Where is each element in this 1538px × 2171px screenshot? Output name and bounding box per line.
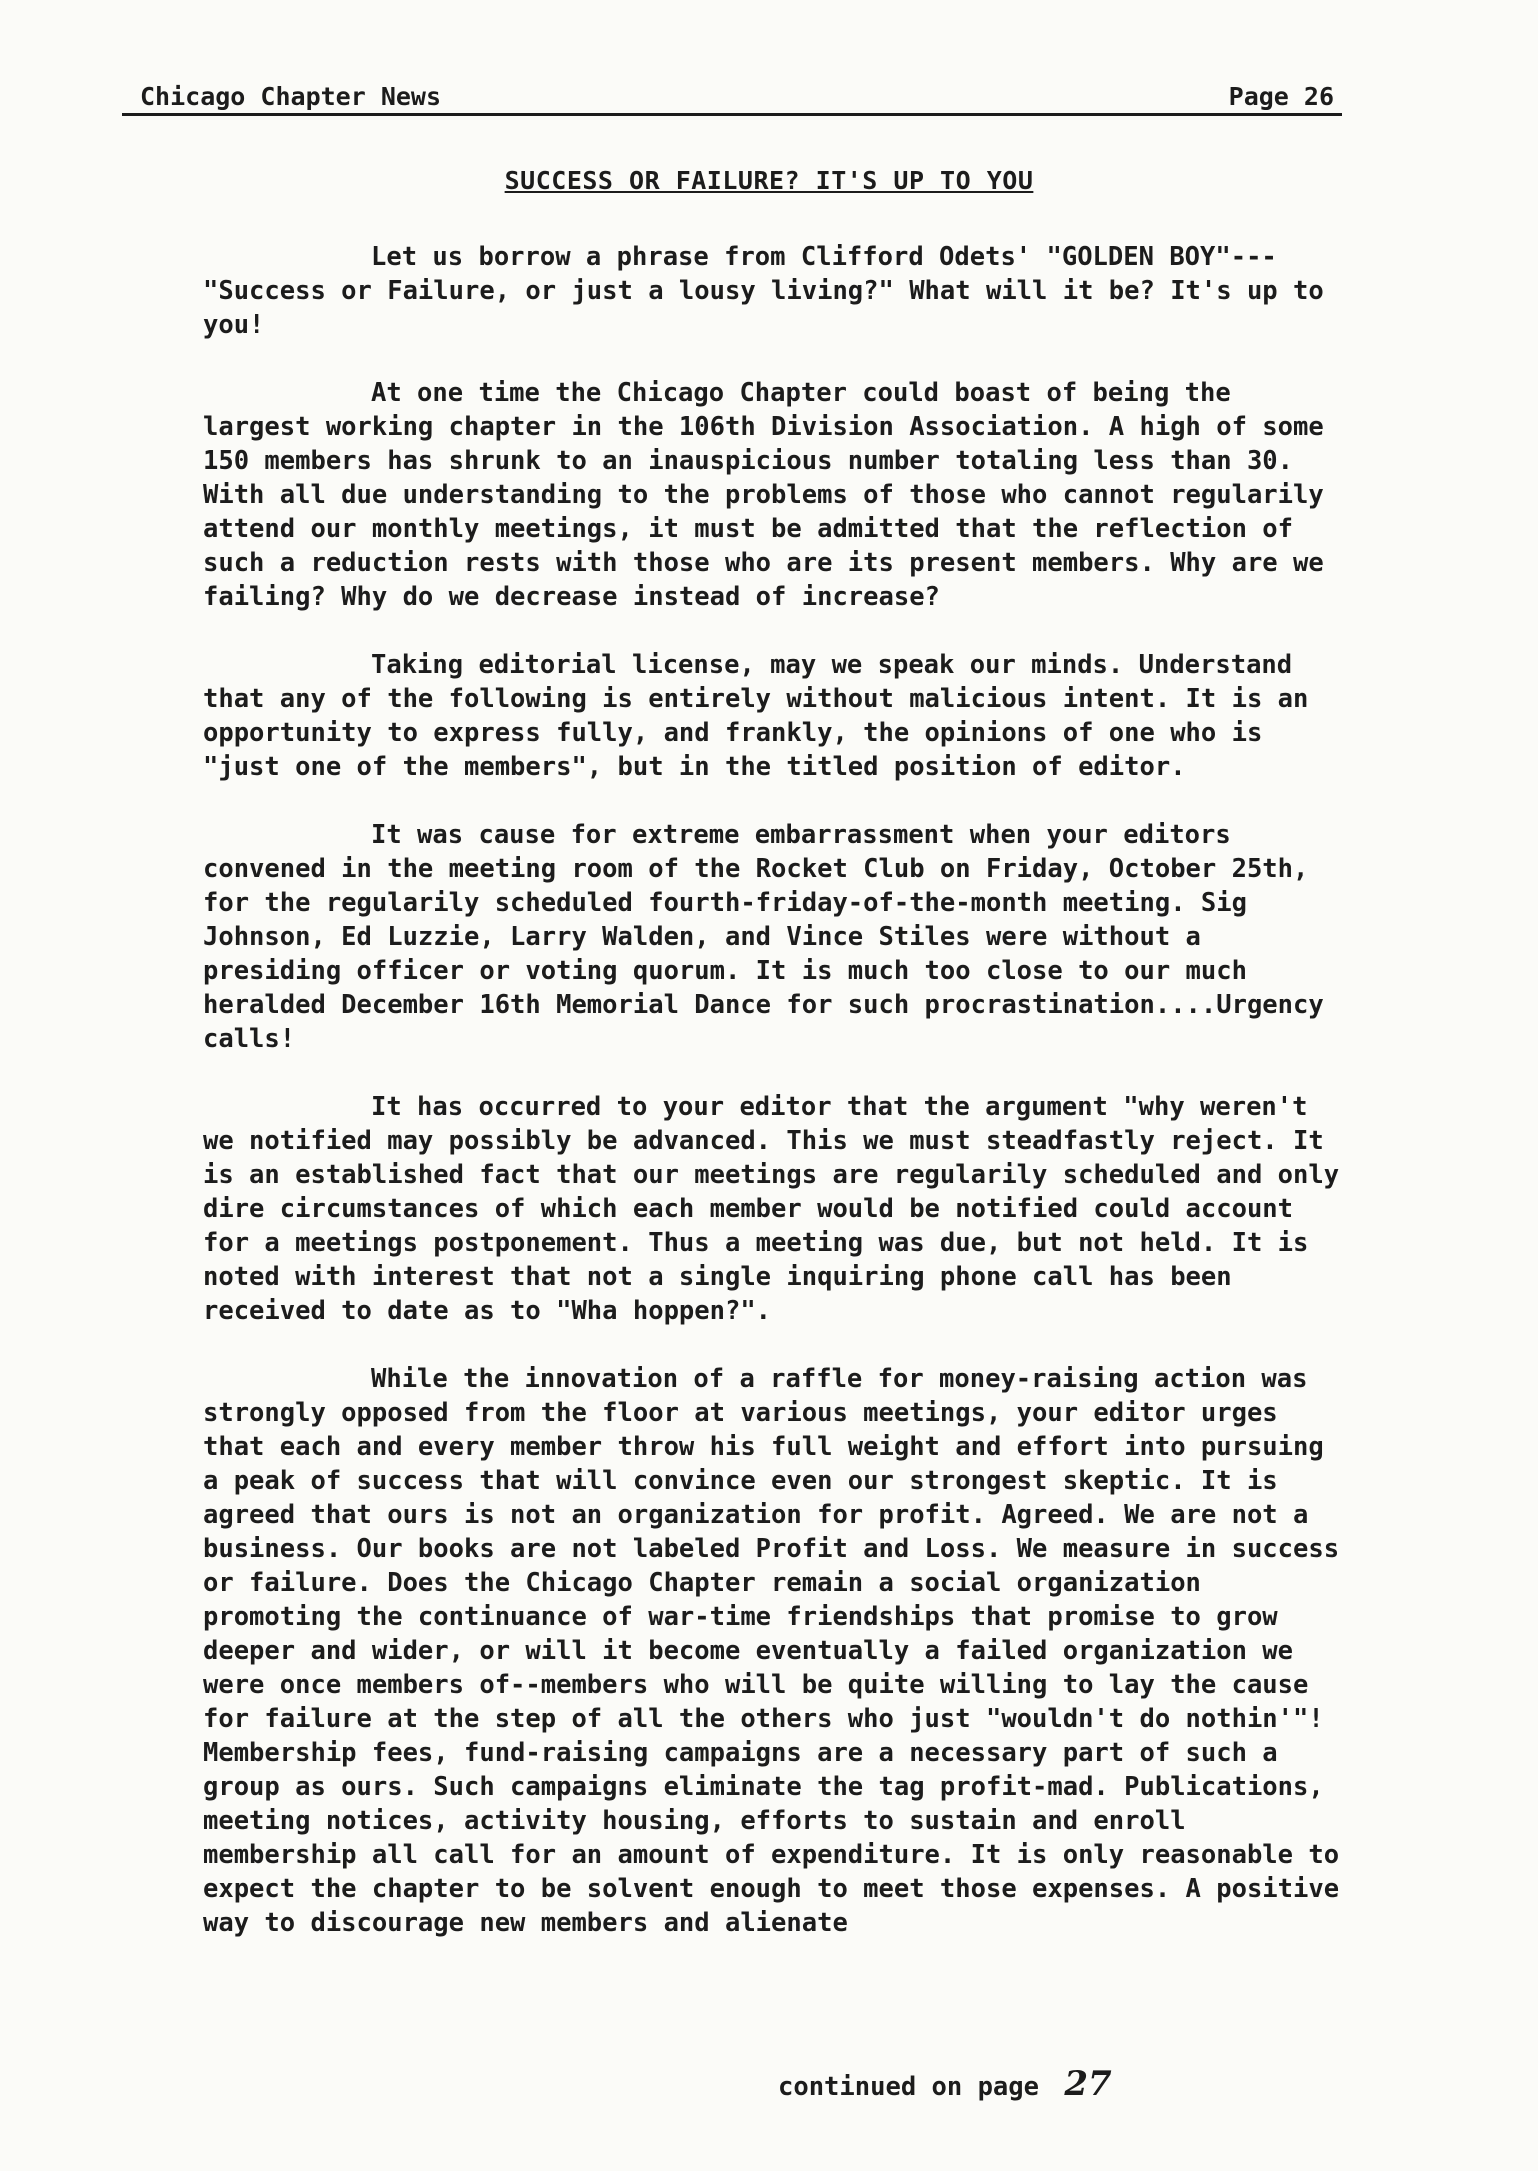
page-number: Page 26 bbox=[1228, 82, 1334, 111]
continued-label: continued on page bbox=[778, 2072, 1039, 2102]
newsletter-title: Chicago Chapter News bbox=[140, 82, 442, 111]
continued-page-number: 27 bbox=[1064, 2064, 1112, 2104]
header-rule bbox=[122, 113, 1342, 116]
paragraph-2: At one time the Chicago Chapter could boast of being the largest working chapter in the 106th Division Association. A high of some 150 members has shrunk to an inauspicious number totaling less than 30. With all due understanding to the problems of those who cannot regularily attend our monthly meetings, it must be admitted that the reflection of such a reduction rests with those who are its present members. Why are we failing? Why do we decrease instead of increase? bbox=[203, 378, 1324, 612]
paragraph-6: While the innovation of a raffle for money-raising action was strongly opposed from the floor at various meetings, your editor urges that each and every member throw his full weight and effort into pursuing a peak of success that will convince even our strongest skeptic. It is agreed that ours is not an organization for profit. Agreed. We are not a business. Our books are not labeled Profit and Loss. We measure in success or failure. Does the Chicago Chapter remain a social organization promoting the continuance of war-time friendships that promise to grow deeper and wider, or will it become eventually a failed organization we were once members of--members who will be quite willing to lay the cause for failure at the step of all the others who just "wouldn't do nothin'"! Membership fees, fund-raising campaigns are a necessary part of such a group as ours. Such campaigns eliminate the tag profit-mad. Publications, meeting notices, activity housing, efforts to sustain and enroll membership all call for an amount of expenditure. It is only reasonable to expect the chapter to be solvent enough to meet those expenses. A positive way to discourage new members and alienate bbox=[203, 1364, 1340, 1938]
article-body bbox=[203, 240, 1343, 1940]
paragraph-5: It has occurred to your editor that the argument "why weren't we notified may possibly be advanced. This we must steadfastly reject. It is an established fact that our meetings are regularily scheduled and only dire circumstances of which each member would be notified could account for a meetings postponement. Thus a meeting was due, but not held. It is noted with interest that not a single inquiring phone call has been received to date as to "Wha hoppen?". bbox=[203, 1092, 1340, 1326]
paragraph-3: Taking editorial license, may we speak our minds. Understand that any of the following is entirely without malicious intent. It is an opportunity to express fully, and frankly, the opinions of one who is "just one of the members", but in the titled position of editor. bbox=[203, 650, 1309, 782]
paragraph-1: Let us borrow a phrase from Clifford Odets' "GOLDEN BOY"---"Success or Failure, or just a lousy living?" What will it be? It's up to you! bbox=[203, 242, 1324, 340]
continuation-note bbox=[778, 2064, 1112, 2104]
paragraph-4: It was cause for extreme embarrassment when your editors convened in the meeting room of the Rocket Club on Friday, October 25th, for the regularily scheduled fourth-friday-of-the-month meeting. Sig Johnson, Ed Luzzie, Larry Walden, and Vince Stiles were without a presiding officer or voting quorum. It is much too close to our much heralded December 16th Memorial Dance for such procrastination....Urgency calls! bbox=[203, 820, 1324, 1054]
page-header bbox=[122, 78, 1342, 116]
article-title: SUCCESS OR FAILURE? IT'S UP TO YOU bbox=[504, 166, 1034, 195]
